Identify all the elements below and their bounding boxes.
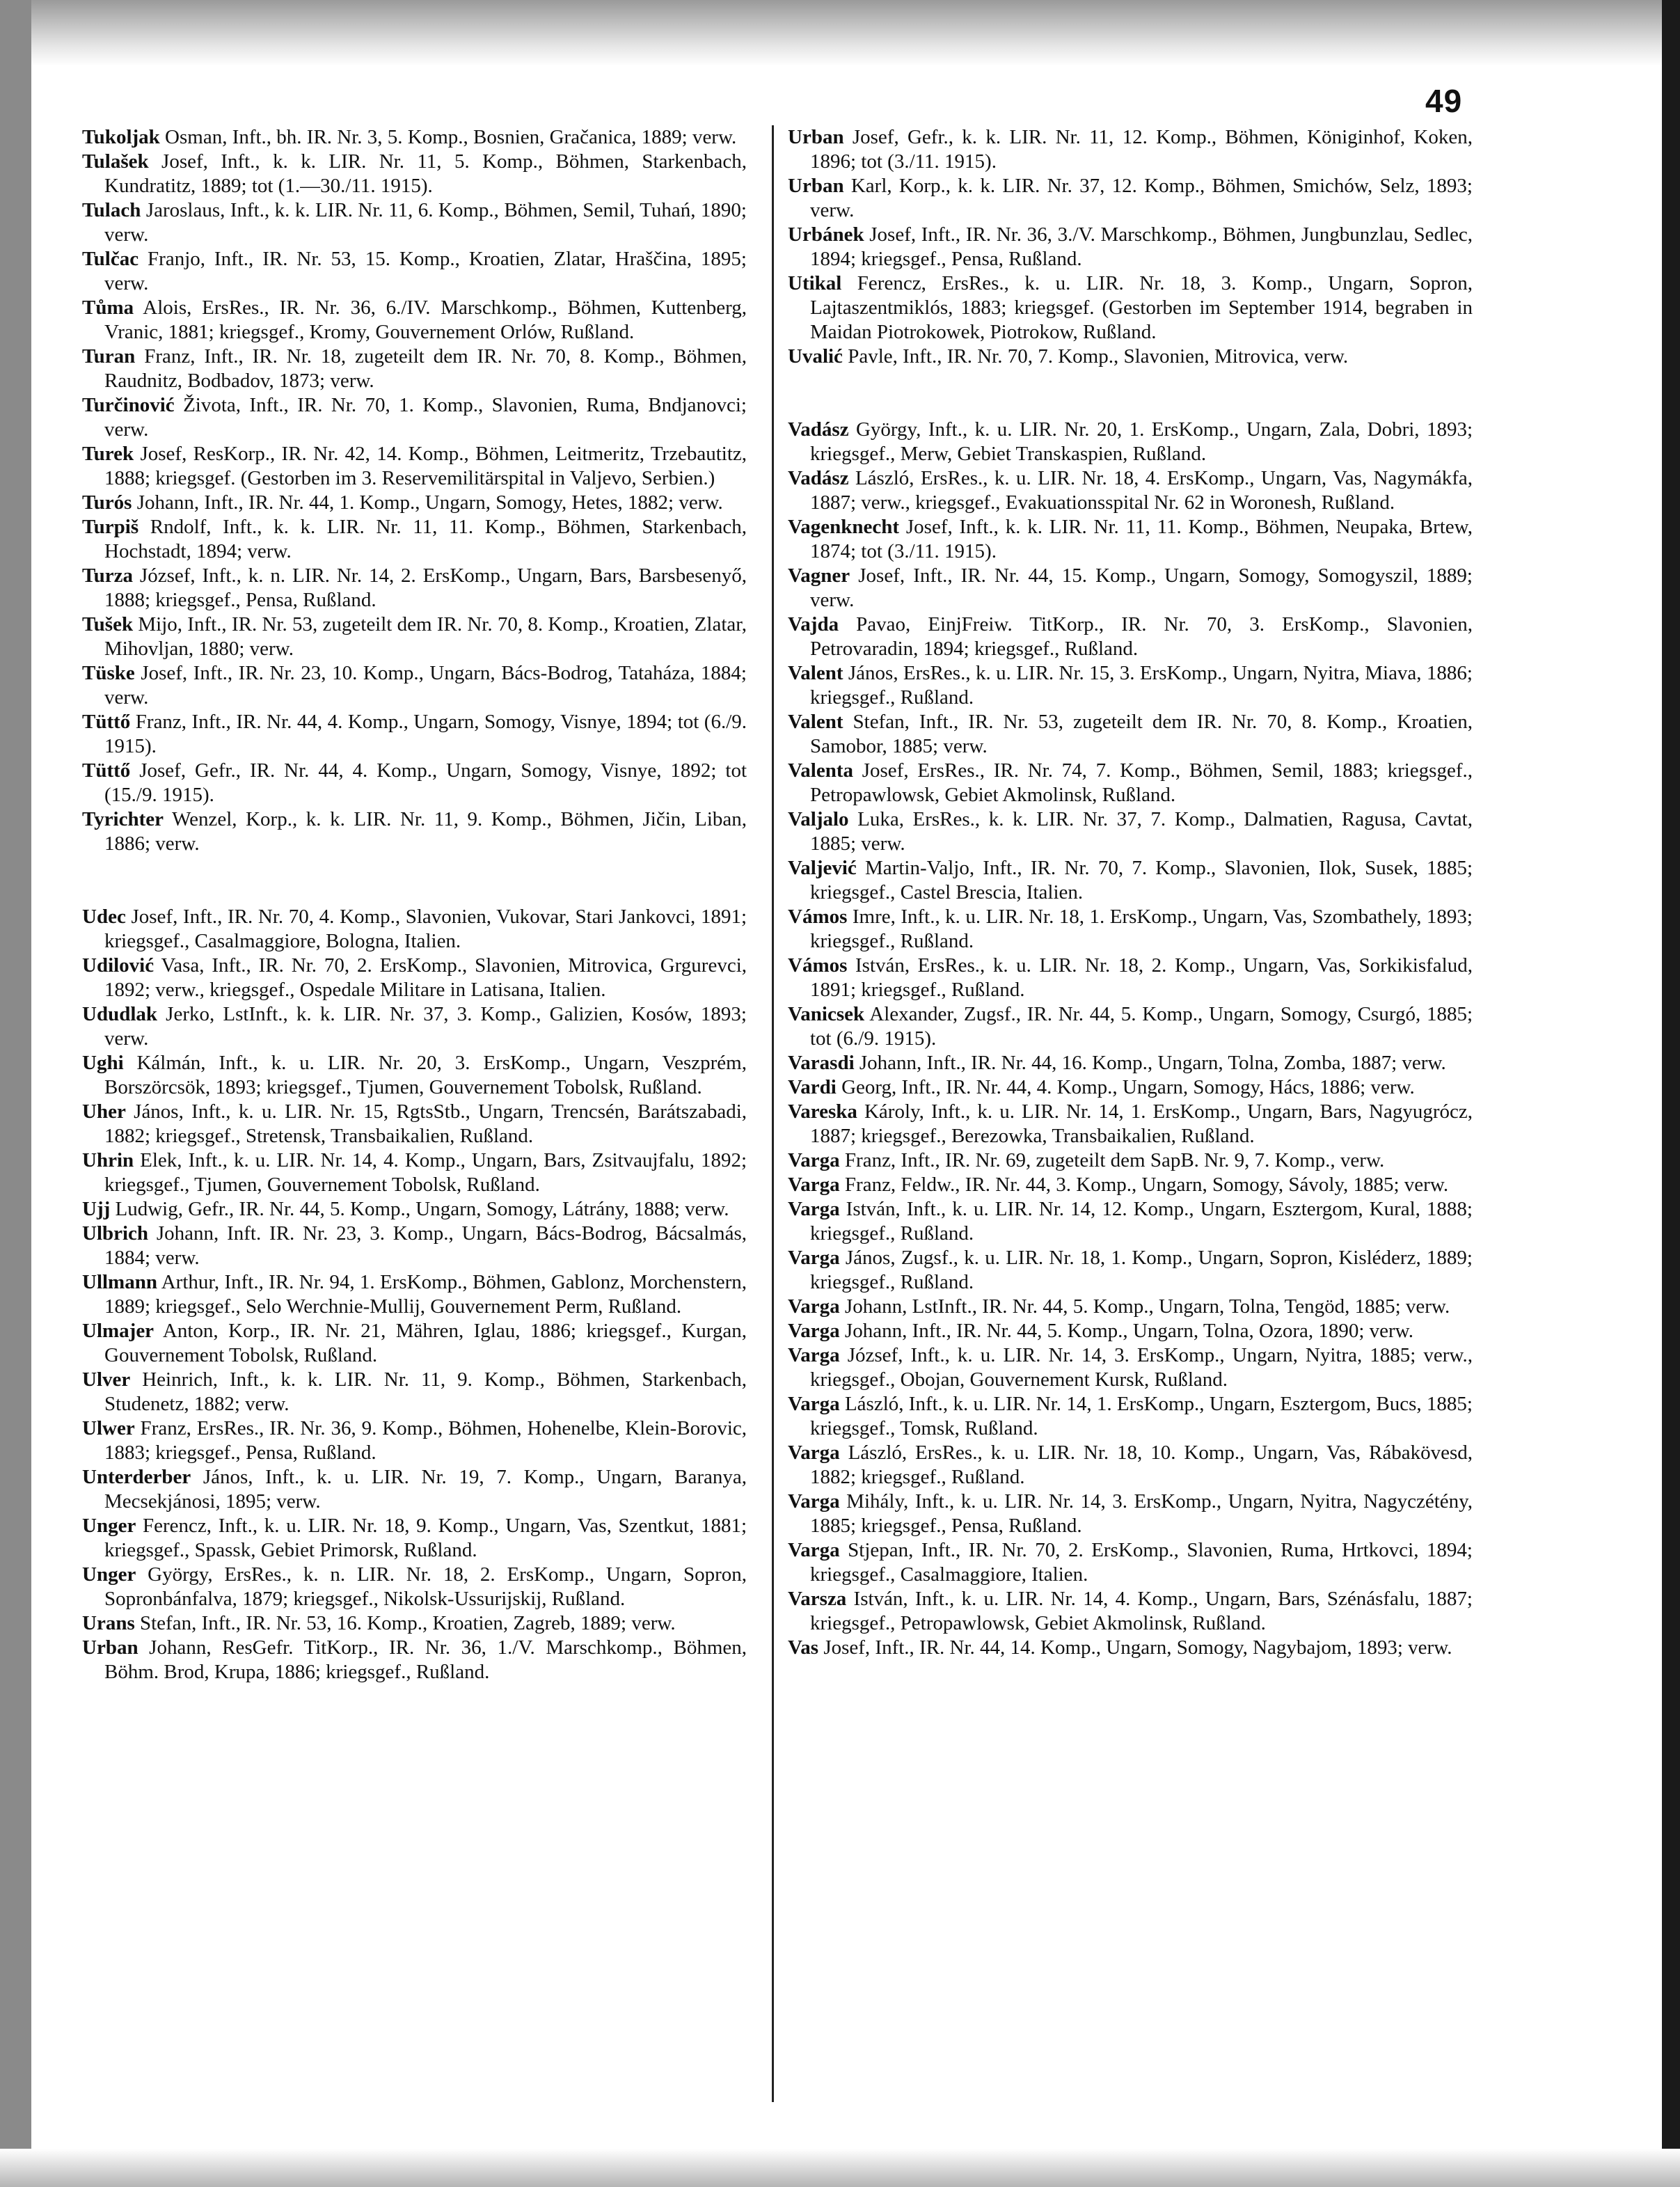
entry-surname: Uher [82,1100,126,1123]
entry-surname: Urban [82,1636,138,1659]
entry-surname: Valenta [788,759,853,782]
register-entry [788,1148,1473,1173]
register-entry [82,1611,747,1636]
register-entry [82,613,747,661]
entry-surname: Tůma [82,297,134,319]
register-entry [82,1100,747,1148]
entry-details: Pavle, Inft., IR. Nr. 70, 7. Komp., Slavonien, Mitrovica, verw. [842,345,1349,368]
entry-details: Života, Inft., IR. Nr. 70, 1. Komp., Slavonien, Ruma, Bndjanovci; verw. [104,394,747,441]
entry-surname: Ulmajer [82,1320,154,1342]
entry-details: Josef, Inft., IR. Nr. 36, 3./V. Marschkomp., Böhmen, Jungbunzlau, Sedlec, 1894; kriegsgef., Pensa, Rußland. [810,223,1473,270]
entry-details: Stefan, Inft., IR. Nr. 53, 16. Komp., Kroatien, Zagreb, 1889; verw. [134,1612,676,1634]
entry-details: Karl, Korp., k. k. LIR. Nr. 37, 12. Komp., Böhmen, Smichów, Selz, 1893; verw. [810,175,1473,221]
register-entry [82,1416,747,1465]
entry-details: Elek, Inft., k. u. LIR. Nr. 14, 4. Komp., Ungarn, Bars, Zsitvaujfalu, 1892; kriegsgef., Tjumen, Gouvernement Tobolsk, Rußland. [104,1149,747,1196]
page-number: 49 [1425,83,1463,119]
entry-surname: Varasdi [788,1052,855,1074]
entry-details: Stjepan, Inft., IR. Nr. 70, 2. ErsKomp., Slavonien, Ruma, Hrtkovci, 1894; kriegsgef., Casalmaggiore, Italien. [810,1539,1473,1586]
scan-edge-bottom [0,2149,1680,2187]
register-entry [788,856,1473,905]
register-entry [82,661,747,710]
register-entry [788,223,1473,271]
right-column [788,125,1473,1660]
register-entry [788,1490,1473,1538]
entry-surname: Varga [788,1539,840,1561]
entry-details: Ferencz, ErsRes., k. u. LIR. Nr. 18, 3. Komp., Ungarn, Sopron, Lajtaszentmiklós, 1883; kriegsgef. (Gestorben im September 1914, begraben in Maidan Piotrokowek, Piotrokow, Rußland. [810,272,1473,343]
register-entry [788,710,1473,759]
entry-surname: Urbánek [788,223,864,246]
entry-details: Franz, Inft., IR. Nr. 69, zugeteilt dem SapB. Nr. 9, 7. Komp., verw. [839,1149,1385,1171]
entry-surname: Vareska [788,1100,857,1123]
register-entry [788,807,1473,856]
section-gap [788,369,1473,418]
entry-details: Johann, ResGefr. TitKorp., IR. Nr. 36, 1./V. Marschkomp., Böhmen, Böhm. Brod, Krupa, 1886; kriegsgef., Rußland. [104,1636,747,1683]
register-entry [788,1075,1473,1100]
entry-surname: Turpiš [82,516,139,538]
register-entry [82,198,747,247]
entry-surname: Varga [788,1295,840,1318]
entry-details: Josef, Inft., IR. Nr. 23, 10. Komp., Ungarn, Bács-Bodrog, Tataháza, 1884; verw. [104,662,747,709]
entry-surname: Varga [788,1174,840,1196]
register-entry [82,442,747,491]
entry-details: Johann, Inft., IR. Nr. 44, 1. Komp., Ungarn, Somogy, Hetes, 1882; verw. [132,491,723,514]
entry-details: Franz, ErsRes., IR. Nr. 36, 9. Komp., Böhmen, Hohenelbe, Klein-Borovic, 1883; kriegsgef., Pensa, Rußland. [104,1417,747,1464]
register-entry [788,125,1473,174]
entry-surname: Turek [82,443,134,465]
entry-details: György, ErsRes., k. n. LIR. Nr. 18, 2. ErsKomp., Ungarn, Sopron, Sopronbánfalva, 1879; kriegsgef., Nikolsk-Ussurijskij, Rußland. [104,1563,747,1610]
entry-surname: Vadász [788,418,849,441]
register-entry [82,1002,747,1051]
register-entry [82,1368,747,1416]
register-entry [788,661,1473,710]
entry-surname: Uvalić [788,345,843,368]
entry-surname: Urban [788,175,844,197]
entry-details: László, Inft., k. u. LIR. Nr. 14, 1. ErsKomp., Ungarn, Esztergom, Bucs, 1885; kriegsgef., Tomsk, Rußland. [810,1393,1473,1439]
entry-details: Károly, Inft., k. u. LIR. Nr. 14, 1. ErsKomp., Ungarn, Bars, Nagyugrócz, 1887; kriegsgef., Berezowka, Transbaikalien, Rußland. [810,1100,1473,1147]
entry-details: Josef, Inft., IR. Nr. 70, 4. Komp., Slavonien, Vukovar, Stari Jankovci, 1891; kriegsgef., Casalmaggiore, Bologna, Italien. [104,906,747,952]
entry-details: Stefan, Inft., IR. Nr. 53, zugeteilt dem IR. Nr. 70, 8. Komp., Kroatien, Samobor, 1885; verw. [810,711,1473,757]
register-entry [788,954,1473,1002]
entry-surname: Udilović [82,954,154,977]
entry-details: Arthur, Inft., IR. Nr. 94, 1. ErsKomp., Böhmen, Gablonz, Morchenstern, 1889; kriegsgef., Selo Werchnie-Mullij, Gouvernement Perm, Rußland. [104,1271,747,1318]
entry-details: Josef, Inft., k. k. LIR. Nr. 11, 5. Komp., Böhmen, Starkenbach, Kundratitz, 1889; tot (1.—30./11. 1915). [104,150,747,197]
entry-surname: Varga [788,1344,840,1366]
entry-surname: Vámos [788,906,848,928]
register-entry [788,1002,1473,1051]
register-entry [788,613,1473,661]
register-entry [82,393,747,442]
entry-surname: Tušek [82,613,134,635]
entry-details: Vasa, Inft., IR. Nr. 70, 2. ErsKomp., Slavonien, Mitrovica, Grgurevci, 1892; verw., kriegsgef., Ospedale Militare in Latisana, Italien. [104,954,747,1001]
register-entry [82,247,747,296]
entry-surname: Vámos [788,954,848,977]
entry-details: Johann, Inft. IR. Nr. 23, 3. Komp., Ungarn, Bács-Bodrog, Bácsalmás, 1884; verw. [104,1222,747,1269]
register-entry [788,1587,1473,1636]
scan-edge-left [0,0,31,2187]
register-entry [788,905,1473,954]
register-entry [82,807,747,856]
entry-surname: Ulbrich [82,1222,149,1245]
entry-details: József, Inft., k. u. LIR. Nr. 14, 3. ErsKomp., Ungarn, Nyitra, 1885; verw., kriegsgef., Obojan, Gouvernement Kursk, Rußland. [810,1344,1473,1391]
entry-surname: Ududlak [82,1003,158,1025]
entry-surname: Tüttő [82,759,131,782]
register-entry [82,1636,747,1684]
register-entry [82,125,747,150]
entry-details: Ferencz, Inft., k. u. LIR. Nr. 18, 9. Komp., Ungarn, Vas, Szentkut, 1881; kriegsgef., Spassk, Gebiet Primorsk, Rußland. [104,1515,747,1561]
entry-surname: Vajda [788,613,839,635]
entry-surname: Valent [788,662,843,684]
register-entry [788,1441,1473,1490]
entry-details: János, Inft., k. u. LIR. Nr. 19, 7. Komp., Ungarn, Baranya, Mecsekjánosi, 1895; verw. [104,1466,747,1513]
entry-details: Josef, Inft., IR. Nr. 44, 15. Komp., Ungarn, Somogy, Somogyszil, 1889; verw. [810,564,1473,611]
entry-details: János, Inft., k. u. LIR. Nr. 15, RgtsStb., Ungarn, Trencsén, Barátszabadi, 1882; kriegsgef., Stretensk, Transbaikalien, Rußland. [104,1100,747,1147]
register-entry [82,1197,747,1222]
register-entry [788,1392,1473,1441]
entry-details: István, Inft., k. u. LIR. Nr. 14, 4. Komp., Ungarn, Bars, Szénásfalu, 1887; kriegsgef., Petropawlowsk, Gebiet Akmolinsk, Rußland. [810,1588,1473,1634]
entry-details: Jerko, LstInft., k. k. LIR. Nr. 37, 3. Komp., Galizien, Kosów, 1893; verw. [104,1003,747,1050]
register-entry [82,759,747,807]
register-entry [788,466,1473,515]
register-entry [788,1538,1473,1587]
entry-details: László, ErsRes., k. u. LIR. Nr. 18, 4. ErsKomp., Ungarn, Vas, Nagymákfa, 1887; verw., kriegsgef., Evakuationsspital Nr. 62 in Woronesh, Rußland. [810,467,1473,514]
register-entry [788,759,1473,807]
entry-details: János, ErsRes., k. u. LIR. Nr. 15, 3. ErsKomp., Ungarn, Nyitra, Miava, 1886; kriegsgef., Rußland. [810,662,1473,709]
entry-surname: Ulwer [82,1417,135,1439]
entry-details: Johann, Inft., IR. Nr. 44, 16. Komp., Ungarn, Tolna, Zomba, 1887; verw. [854,1052,1446,1074]
section-gap [82,856,747,905]
entry-details: István, Inft., k. u. LIR. Nr. 14, 12. Komp., Ungarn, Esztergom, Kural, 1888; kriegsgef., Rußland. [810,1198,1473,1245]
entry-details: Jaroslaus, Inft., k. k. LIR. Nr. 11, 6. Komp., Böhmen, Semil, Tuhań, 1890; verw. [104,199,747,246]
entry-details: Josef, ErsRes., IR. Nr. 74, 7. Komp., Böhmen, Semil, 1883; kriegsgef., Petropawlowsk, Gebiet Akmolinsk, Rußland. [810,759,1473,806]
entry-surname: Varga [788,1247,840,1269]
entry-surname: Ullmann [82,1271,157,1293]
register-entry [82,564,747,613]
register-entry [82,1563,747,1611]
entry-details: Anton, Korp., IR. Nr. 21, Mähren, Iglau, 1886; kriegsgef., Kurgan, Gouvernement Tobolsk, Rußland. [104,1320,747,1366]
register-entry [788,1295,1473,1319]
register-entry [788,1173,1473,1197]
entry-surname: Vadász [788,467,849,489]
register-entry [788,564,1473,613]
register-entry [82,150,747,198]
entry-surname: Uhrin [82,1149,134,1171]
entry-details: János, Zugsf., k. u. LIR. Nr. 18, 1. Komp., Ungarn, Sopron, Kisléderz, 1889; kriegsgef., Rußland. [810,1247,1473,1293]
entry-surname: Vas [788,1636,819,1659]
entry-details: Franz, Inft., IR. Nr. 44, 4. Komp., Ungarn, Somogy, Visnye, 1894; tot (6./9. 1915). [104,711,747,757]
entry-surname: Varga [788,1490,840,1513]
entry-details: Johann, LstInft., IR. Nr. 44, 5. Komp., Ungarn, Tolna, Tengöd, 1885; verw. [839,1295,1450,1318]
entry-details: Alois, ErsRes., IR. Nr. 36, 6./IV. Marschkomp., Böhmen, Kuttenberg, Vranic, 1881; kriegsgef., Kromy, Gouvernement Orlów, Rußland. [104,297,747,343]
entry-surname: Urans [82,1612,135,1634]
entry-details: Johann, Inft., IR. Nr. 44, 5. Komp., Ungarn, Tolna, Ozora, 1890; verw. [839,1320,1413,1342]
entry-surname: Turčinović [82,394,175,416]
register-entry [82,954,747,1002]
entry-details: Alexander, Zugsf., IR. Nr. 44, 5. Komp., Ungarn, Somogy, Csurgó, 1885; tot (6./9. 1915). [810,1003,1473,1050]
entry-details: Franjo, Inft., IR. Nr. 53, 15. Komp., Kroatien, Zlatar, Hraščina, 1895; verw. [104,248,747,294]
entry-details: Kálmán, Inft., k. u. LIR. Nr. 20, 3. ErsKomp., Ungarn, Veszprém, Borszörcsök, 1893; kriegsgef., Tjumen, Gouvernement Tobolsk, Rußland. [104,1052,747,1098]
register-entry [788,345,1473,369]
register-entry [788,1319,1473,1343]
register-entry [82,1222,747,1270]
entry-details: Mijo, Inft., IR. Nr. 53, zugeteilt dem IR. Nr. 70, 8. Komp., Kroatien, Zlatar, Mihovljan, 1880; verw. [104,613,747,660]
entry-details: Heinrich, Inft., k. k. LIR. Nr. 11, 9. Komp., Böhmen, Starkenbach, Studenetz, 1882; verw. [104,1368,747,1415]
entry-surname: Tüttő [82,711,131,733]
entry-details: Mihály, Inft., k. u. LIR. Nr. 14, 3. ErsKomp., Ungarn, Nyitra, Nagyczétény, 1885; kriegsgef., Pensa, Rußland. [810,1490,1473,1537]
register-entry [82,296,747,345]
register-entry [82,1319,747,1368]
entry-surname: Turós [82,491,132,514]
entry-details: Josef, Inft., IR. Nr. 44, 14. Komp., Ungarn, Somogy, Nagybajom, 1893; verw. [818,1636,1452,1659]
entry-surname: Tulašek [82,150,149,173]
register-entry [788,1051,1473,1075]
entry-surname: Vanicsek [788,1003,865,1025]
entry-surname: Unger [82,1563,136,1586]
entry-surname: Vagenknecht [788,516,900,538]
register-entry [788,418,1473,466]
entry-surname: Ujj [82,1198,111,1220]
entry-surname: Turza [82,564,134,587]
register-entry [788,1100,1473,1148]
entry-surname: Varsza [788,1588,847,1610]
entry-surname: Varga [788,1442,840,1464]
entry-surname: Turan [82,345,136,368]
entry-details: István, ErsRes., k. u. LIR. Nr. 18, 2. Komp., Ungarn, Vas, Sorkikisfalud, 1891; kriegsgef., Rußland. [810,954,1473,1001]
entry-details: Franz, Inft., IR. Nr. 18, zugeteilt dem IR. Nr. 70, 8. Komp., Böhmen, Raudnitz, Bodbadov, 1873; verw. [104,345,747,392]
entry-surname: Valjalo [788,808,849,830]
entry-details: Josef, Inft., k. k. LIR. Nr. 11, 11. Komp., Böhmen, Neupaka, Brtew, 1874; tot (3./11. 1915). [810,516,1473,562]
entry-details: Luka, ErsRes., k. k. LIR. Nr. 37, 7. Komp., Dalmatien, Ragusa, Cavtat, 1885; verw. [810,808,1473,855]
register-entry [788,1343,1473,1392]
left-column [82,125,747,1684]
scan-edge-top [0,0,1680,66]
entry-surname: Unger [82,1515,136,1537]
entry-details: Franz, Feldw., IR. Nr. 44, 3. Komp., Ungarn, Somogy, Sávoly, 1885; verw. [839,1174,1449,1196]
entry-surname: Varga [788,1198,840,1220]
register-entry [82,1148,747,1197]
entry-details: Osman, Inft., bh. IR. Nr. 3, 5. Komp., Bosnien, Gračanica, 1889; verw. [159,126,737,148]
register-entry [788,515,1473,564]
entry-details: Georg, Inft., IR. Nr. 44, 4. Komp., Ungarn, Somogy, Hács, 1886; verw. [836,1076,1415,1098]
register-entry [788,271,1473,345]
register-entry [82,1051,747,1100]
entry-surname: Ughi [82,1052,124,1074]
register-entry [82,345,747,393]
entry-surname: Tyrichter [82,808,164,830]
entry-surname: Tüske [82,662,135,684]
entry-surname: Vagner [788,564,850,587]
register-entry [82,1514,747,1563]
register-entry [788,1197,1473,1246]
entry-surname: Tukoljak [82,126,160,148]
entry-details: Josef, Gefr., k. k. LIR. Nr. 11, 12. Komp., Böhmen, Königinhof, Koken, 1896; tot (3./11. 1915). [810,126,1473,173]
entry-details: Martin-Valjo, Inft., IR. Nr. 70, 7. Komp., Slavonien, Ilok, Susek, 1885; kriegsgef., Castel Brescia, Italien. [810,857,1473,903]
register-entry [82,1465,747,1514]
register-entry [82,710,747,759]
entry-surname: Tulčac [82,248,139,270]
column-divider [772,125,774,2102]
entry-surname: Varga [788,1320,840,1342]
entry-surname: Ulver [82,1368,131,1391]
register-entry [788,1246,1473,1295]
entry-surname: Varga [788,1149,840,1171]
entry-details: László, ErsRes., k. u. LIR. Nr. 18, 10. Komp., Ungarn, Vas, Rábakövesd, 1882; kriegsgef., Rußland. [810,1442,1473,1488]
entry-surname: Valent [788,711,843,733]
entry-surname: Udec [82,906,126,928]
entry-surname: Vardi [788,1076,837,1098]
register-entry [82,905,747,954]
entry-details: Josef, Gefr., IR. Nr. 44, 4. Komp., Ungarn, Somogy, Visnye, 1892; tot (15./9. 1915). [104,759,747,806]
register-entry [82,491,747,515]
entry-details: Pavao, EinjFreiw. TitKorp., IR. Nr. 70, 3. ErsKomp., Slavonien, Petrovaradin, 1894; kriegsgef., Rußland. [810,613,1473,660]
entry-details: Wenzel, Korp., k. k. LIR. Nr. 11, 9. Komp., Böhmen, Jičin, Liban, 1886; verw. [104,808,747,855]
entry-details: Ludwig, Gefr., IR. Nr. 44, 5. Komp., Ungarn, Somogy, Látrány, 1888; verw. [110,1198,729,1220]
scan-edge-right [1662,0,1680,2187]
entry-surname: Tulach [82,199,141,221]
entry-surname: Urban [788,126,844,148]
entry-surname: Unterderber [82,1466,191,1488]
entry-details: György, Inft., k. u. LIR. Nr. 20, 1. ErsKomp., Ungarn, Zala, Dobri, 1893; kriegsgef., Merw, Gebiet Transkaspien, Rußland. [810,418,1473,465]
entry-surname: Valjević [788,857,857,879]
entry-details: József, Inft., k. n. LIR. Nr. 14, 2. ErsKomp., Ungarn, Bars, Barsbesenyő, 1888; kriegsgef., Pensa, Rußland. [104,564,747,611]
register-entry [788,1636,1473,1660]
entry-surname: Utikal [788,272,842,294]
entry-details: Josef, ResKorp., IR. Nr. 42, 14. Komp., Böhmen, Leitmeritz, Trzebautitz, 1888; kriegsgef. (Gestorben im 3. Reservemilitärspital in Valjevo, Serbien.) [104,443,747,489]
register-entry [788,174,1473,223]
entry-details: Rndolf, Inft., k. k. LIR. Nr. 11, 11. Komp., Böhmen, Starkenbach, Hochstadt, 1894; verw. [104,516,747,562]
register-entry [82,515,747,564]
entry-details: Imre, Inft., k. u. LIR. Nr. 18, 1. ErsKomp., Ungarn, Vas, Szombathely, 1893; kriegsgef., Rußland. [810,906,1473,952]
register-entry [82,1270,747,1319]
entry-surname: Varga [788,1393,840,1415]
